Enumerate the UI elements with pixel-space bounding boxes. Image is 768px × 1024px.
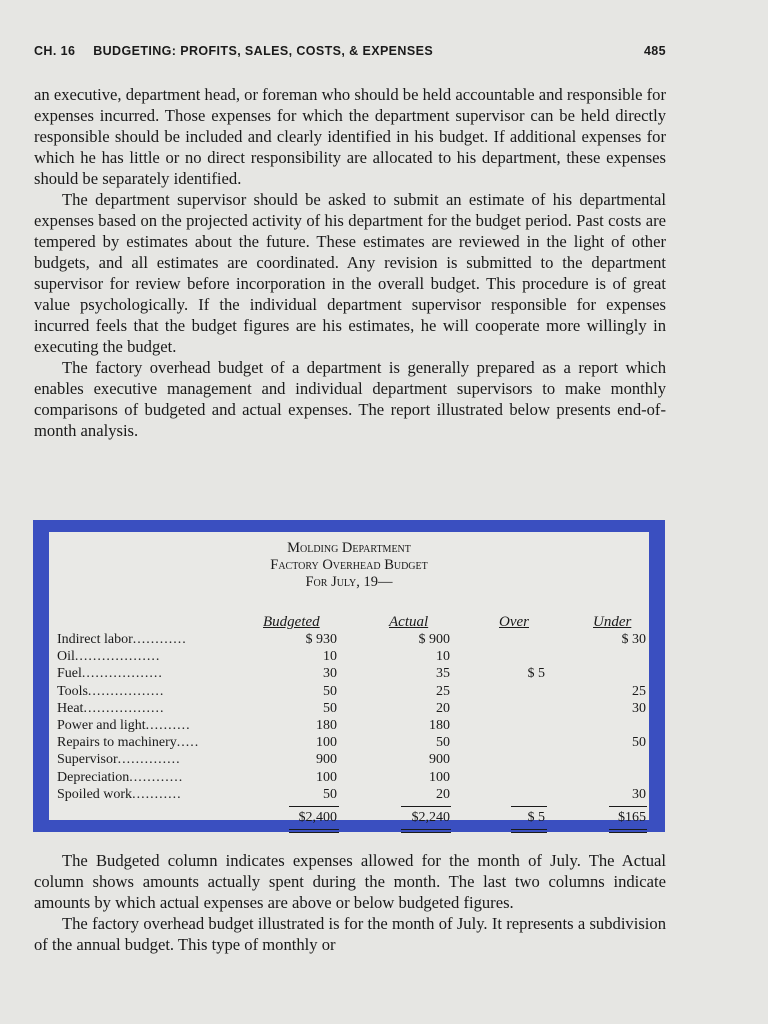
column-header-over: Over xyxy=(499,614,529,630)
budget-table xyxy=(49,532,649,825)
cell-budgeted: 50 xyxy=(323,700,337,716)
page-number: 485 xyxy=(643,44,666,58)
cell-budgeted: 10 xyxy=(323,649,337,665)
leader-dots: ............ xyxy=(129,769,184,785)
cell-actual: 20 xyxy=(436,786,450,802)
row-label xyxy=(57,752,181,768)
row-label xyxy=(57,632,187,648)
cell-actual: $ 900 xyxy=(418,632,450,647)
row-label-text: Depreciation xyxy=(57,769,130,785)
sum-rule-actual xyxy=(401,806,451,807)
header-left xyxy=(34,44,447,58)
cell-actual: 25 xyxy=(436,683,450,699)
row-label-text: Heat xyxy=(57,700,84,716)
leader-dots: ............ xyxy=(132,632,187,647)
running-header xyxy=(34,44,666,58)
row-label-text: Repairs to machinery xyxy=(57,735,177,751)
table-title-line: Molding Department xyxy=(287,540,411,556)
cell-under: 50 xyxy=(632,735,646,751)
row-label xyxy=(57,770,183,786)
cell-actual: 180 xyxy=(429,718,450,733)
bottom-body-text xyxy=(34,850,666,955)
cell-over: $ 5 xyxy=(527,666,545,682)
column-header-actual: Actual xyxy=(389,614,429,630)
column-header-budgeted: Budgeted xyxy=(263,614,320,630)
row-label xyxy=(57,684,164,700)
cell-actual: 50 xyxy=(436,735,450,751)
cell-actual: 100 xyxy=(429,769,450,785)
leader-dots: .............. xyxy=(117,752,181,768)
row-label-text: Spoiled work xyxy=(57,786,133,802)
row-label-text: Indirect labor xyxy=(57,632,133,647)
row-label xyxy=(57,649,160,665)
budget-table-frame xyxy=(33,520,665,832)
total-budgeted: $2,400 xyxy=(298,810,337,825)
double-rule-budgeted xyxy=(289,829,339,833)
cell-budgeted: 100 xyxy=(316,735,337,751)
total-under: $165 xyxy=(618,810,646,825)
sum-rule-under xyxy=(609,806,647,807)
cell-under: 30 xyxy=(632,700,646,716)
cell-actual: 10 xyxy=(436,649,450,665)
row-label-text: Fuel xyxy=(57,666,82,682)
row-label-text: Power and light xyxy=(57,718,146,733)
cell-actual: 900 xyxy=(429,752,450,768)
cell-budgeted: 100 xyxy=(316,769,337,785)
cell-budgeted: 50 xyxy=(323,683,337,699)
cell-under: $ 30 xyxy=(621,632,646,647)
paragraph: The department supervisor should be asked to submit an estimate of his departmental expenses based on the projected activity of his department for the budget period. Past costs are tempered by estimates about the future. These estimates are reviewed in the light of other budgets, and all estimates are coordinated. Any revision is submitted to the department supervisor for review before incorporation in the overall budget. This procedure is of great value psychologically. If the individual department supervisor responsible for expenses incurred feels that the budget figures are his estimates, he will cooperate more willingly in executing the budget. xyxy=(34,190,666,356)
double-rule-under xyxy=(609,829,647,833)
cell-actual: 20 xyxy=(436,700,450,716)
cell-actual: 35 xyxy=(436,666,450,682)
cell-under: 25 xyxy=(632,683,646,699)
row-label xyxy=(57,787,182,803)
leader-dots: ................... xyxy=(74,649,161,665)
paragraph: The factory overhead budget of a department is generally prepared as a report which enables executive management and individual department supervisors to make monthly comparisons of budgeted and actual expenses. The report illustrated below presents end-of-month analysis. xyxy=(34,358,666,440)
cell-budgeted: $ 930 xyxy=(305,632,337,647)
leader-dots: .................. xyxy=(81,666,163,682)
paragraph: an executive, department head, or foreman who should be held accountable and responsible for expenses incurred. Those expenses for which the department supervisor can be held directly responsible should be included and clearly identified in his budget. If additional expenses for which he has little or no direct responsibility are allocated to his department, these expenses should be separately identified. xyxy=(34,85,666,188)
total-actual: $2,240 xyxy=(411,810,450,825)
column-header-under: Under xyxy=(593,614,632,630)
chapter-title: BUDGETING: PROFITS, SALES, COSTS, & EXPENSES xyxy=(93,44,434,58)
table-title-line: For July, 19— xyxy=(305,574,393,590)
leader-dots: .......... xyxy=(145,718,191,733)
row-label xyxy=(57,718,191,734)
row-label-text: Tools xyxy=(57,683,88,699)
row-label xyxy=(57,735,199,751)
chapter-label: CH. 16 xyxy=(34,44,76,58)
double-rule-actual xyxy=(401,829,451,833)
cell-budgeted: 30 xyxy=(323,666,337,682)
cell-under: 30 xyxy=(632,786,646,802)
top-body-text xyxy=(34,84,666,441)
cell-budgeted: 50 xyxy=(323,786,337,802)
row-label xyxy=(57,701,164,717)
sum-rule-budgeted xyxy=(289,806,339,807)
table-title-line: Factory Overhead Budget xyxy=(270,557,428,573)
table-title xyxy=(49,540,649,591)
double-rule-over xyxy=(511,829,547,833)
cell-budgeted: 180 xyxy=(316,718,337,733)
cell-budgeted: 900 xyxy=(316,752,337,768)
row-label-text: Oil xyxy=(57,649,75,665)
row-label xyxy=(57,666,163,682)
leader-dots: ..... xyxy=(176,735,200,751)
total-over: $ 5 xyxy=(527,810,545,825)
leader-dots: .................. xyxy=(83,700,165,716)
paragraph: The factory overhead budget illustrated is for the month of July. It represents a subdivision of the annual budget. This type of monthly or xyxy=(34,914,666,954)
leader-dots: ........... xyxy=(132,786,182,802)
paragraph: The Budgeted column indicates expenses allowed for the month of July. The Actual column shows amounts actually spent during the month. The last two columns indicate amounts by which actual expenses are above or below budgeted figures. xyxy=(34,851,666,912)
leader-dots: ................. xyxy=(87,683,165,699)
sum-rule-over xyxy=(511,806,547,807)
row-label-text: Supervisor xyxy=(57,752,118,768)
